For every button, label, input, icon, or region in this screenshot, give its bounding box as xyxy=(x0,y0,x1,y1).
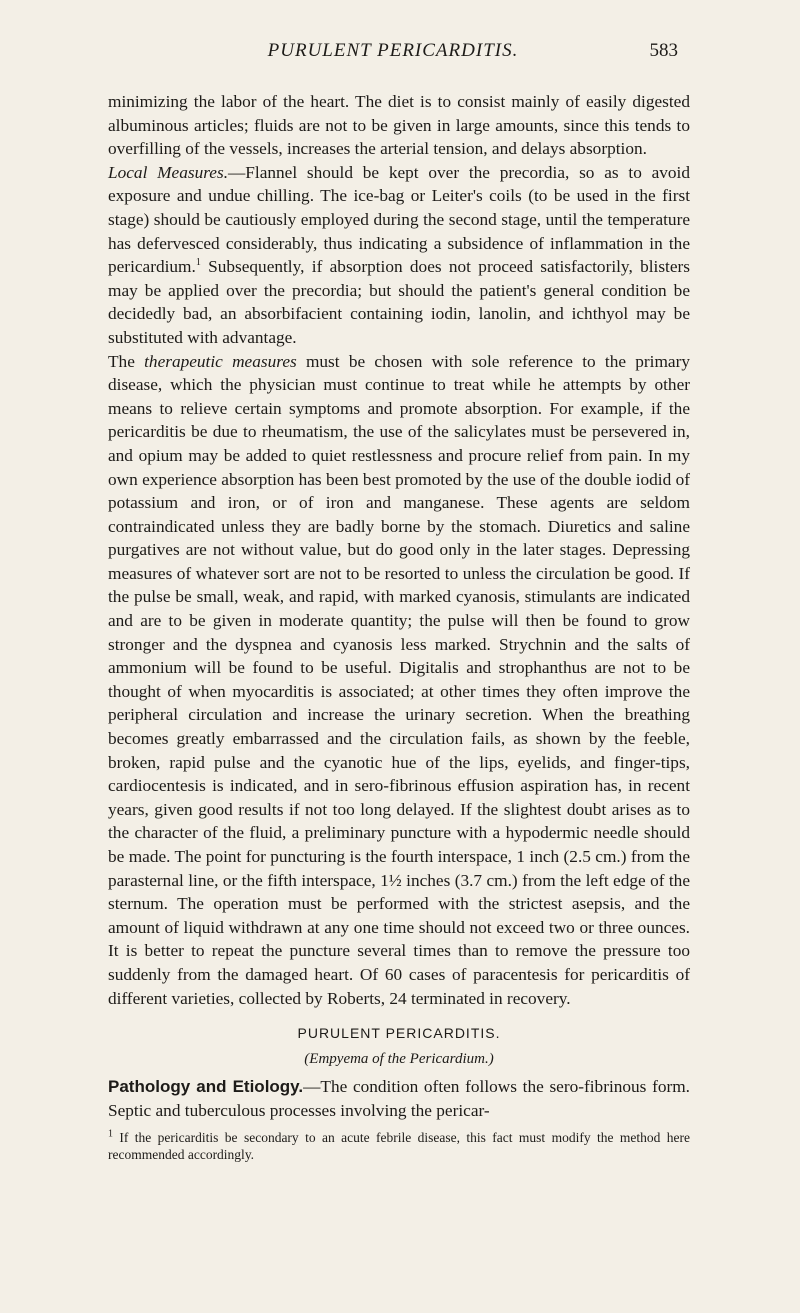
therapeutic-pre: The xyxy=(108,351,145,371)
running-title: PURULENT PERICARDITIS. xyxy=(267,40,519,61)
paragraph-therapeutic xyxy=(108,350,690,1011)
footnote-text: If the pericarditis be secondary to an acute febrile disease, this fact must modify the method here recommended accordingly. xyxy=(108,1129,690,1162)
footnote xyxy=(108,1129,690,1163)
paragraph-diet: minimizing the labor of the heart. The diet is to consist mainly of easily digested albuminous articles; fluids are not to be given in large amounts, since this tends to overfilling of the vessels, increases the arterial tension, and delays absorption. xyxy=(108,92,690,159)
local-measures-text-b: Subsequently, if absorption does not proceed satisfactorily, blisters may be applied over the precordia; but should the patient's general condition be decidedly bad, an absorbifacient containing iodin, lanolin, and ichthyol may be substituted with advantage. xyxy=(108,257,690,347)
running-head xyxy=(108,40,678,70)
local-measures-text-a: —Flannel should be kept over the precordia, so as to avoid exposure and undue chilling. The ice-bag or Leiter's coils (to be used in the first stage) should be cautiously employed during the second stage, until the temperature has defervesced considerably, thus indicating a subsidence of inflammation in the pericardium. xyxy=(108,162,690,277)
paragraph-pathology xyxy=(108,1075,690,1122)
paragraph-local-measures xyxy=(108,161,690,350)
therapeutic-emphasis: therapeutic measures xyxy=(144,351,297,371)
footnote-ref: 1 xyxy=(195,257,201,269)
section-heading: PURULENT PERICARDITIS. xyxy=(297,1025,501,1042)
pathology-text: —The condition often follows the sero-fibrinous form. Septic and tuberculous processes involving the pericar- xyxy=(108,1077,691,1120)
page-number: 583 xyxy=(649,40,678,61)
local-measures-lead: Local Measures. xyxy=(108,162,229,182)
body-text xyxy=(108,90,690,1163)
pathology-lead: Pathology and Etiology. xyxy=(108,1077,304,1097)
therapeutic-body: must be chosen with sole reference to the primary disease, which the physician must continue to treat while he attempts by other means to relieve certain symptoms and promote absorption. For example, if the pericarditis be due to rheumatism, the use of the salicylates must be persevered in, and opium may be added to quiet restlessness and procure relief from pain. In my own experience absorption has been best promoted by the use of the double iodid of potassium and iron, or of iron and manganese. These agents are seldom contraindicated unless they are badly borne by the stomach. Diuretics and saline purgatives are not without value, but do good only in the later stages. Depressing measures of whatever sort are not to be resorted to unless the circulation be good. If the pulse be small, weak, and rapid, with marked cyanosis, stimulants are indicated and are to be given in moderate quantity; the pulse will then be found to grow stronger and the dyspnea and cyanosis less marked. Strychnin and the salts of ammonium will be found to be useful. Digitalis and strophanthus are not to be thought of when myocarditis is associated; at other times they often improve the peripheral circulation and increase the urinary secretion. When the breathing becomes greatly embarrassed and the circulation fails, as shown by the feeble, broken, rapid pulse and the cyanotic hue of the lips, eyelids, and finger-tips, cardiocentesis is indicated, and in sero-fibrinous effusion aspiration has, in recent years, given good results if not too long delayed. If the slightest doubt arises as to the character of the fluid, a preliminary puncture with a hypodermic needle should be made. The point for puncturing is the fourth interspace, 1 inch (2.5 cm.) from the parasternal line, or the fifth interspace, 1½ inches (3.7 cm.) from the left edge of the sternum. The operation must be performed with the strictest asepsis, and the amount of liquid withdrawn at any one time should not exceed two or three ounces. It is better to repeat the puncture several times than to remove the pressure too suddenly from the damaged heart. Of 60 cases of paracentesis for pericarditis of different varieties, collected by Roberts, 24 terminated in recovery. xyxy=(108,351,690,1008)
footnote-marker: 1 xyxy=(108,1128,113,1140)
section-subheading: (Empyema of the Pericardium.) xyxy=(304,1050,494,1067)
